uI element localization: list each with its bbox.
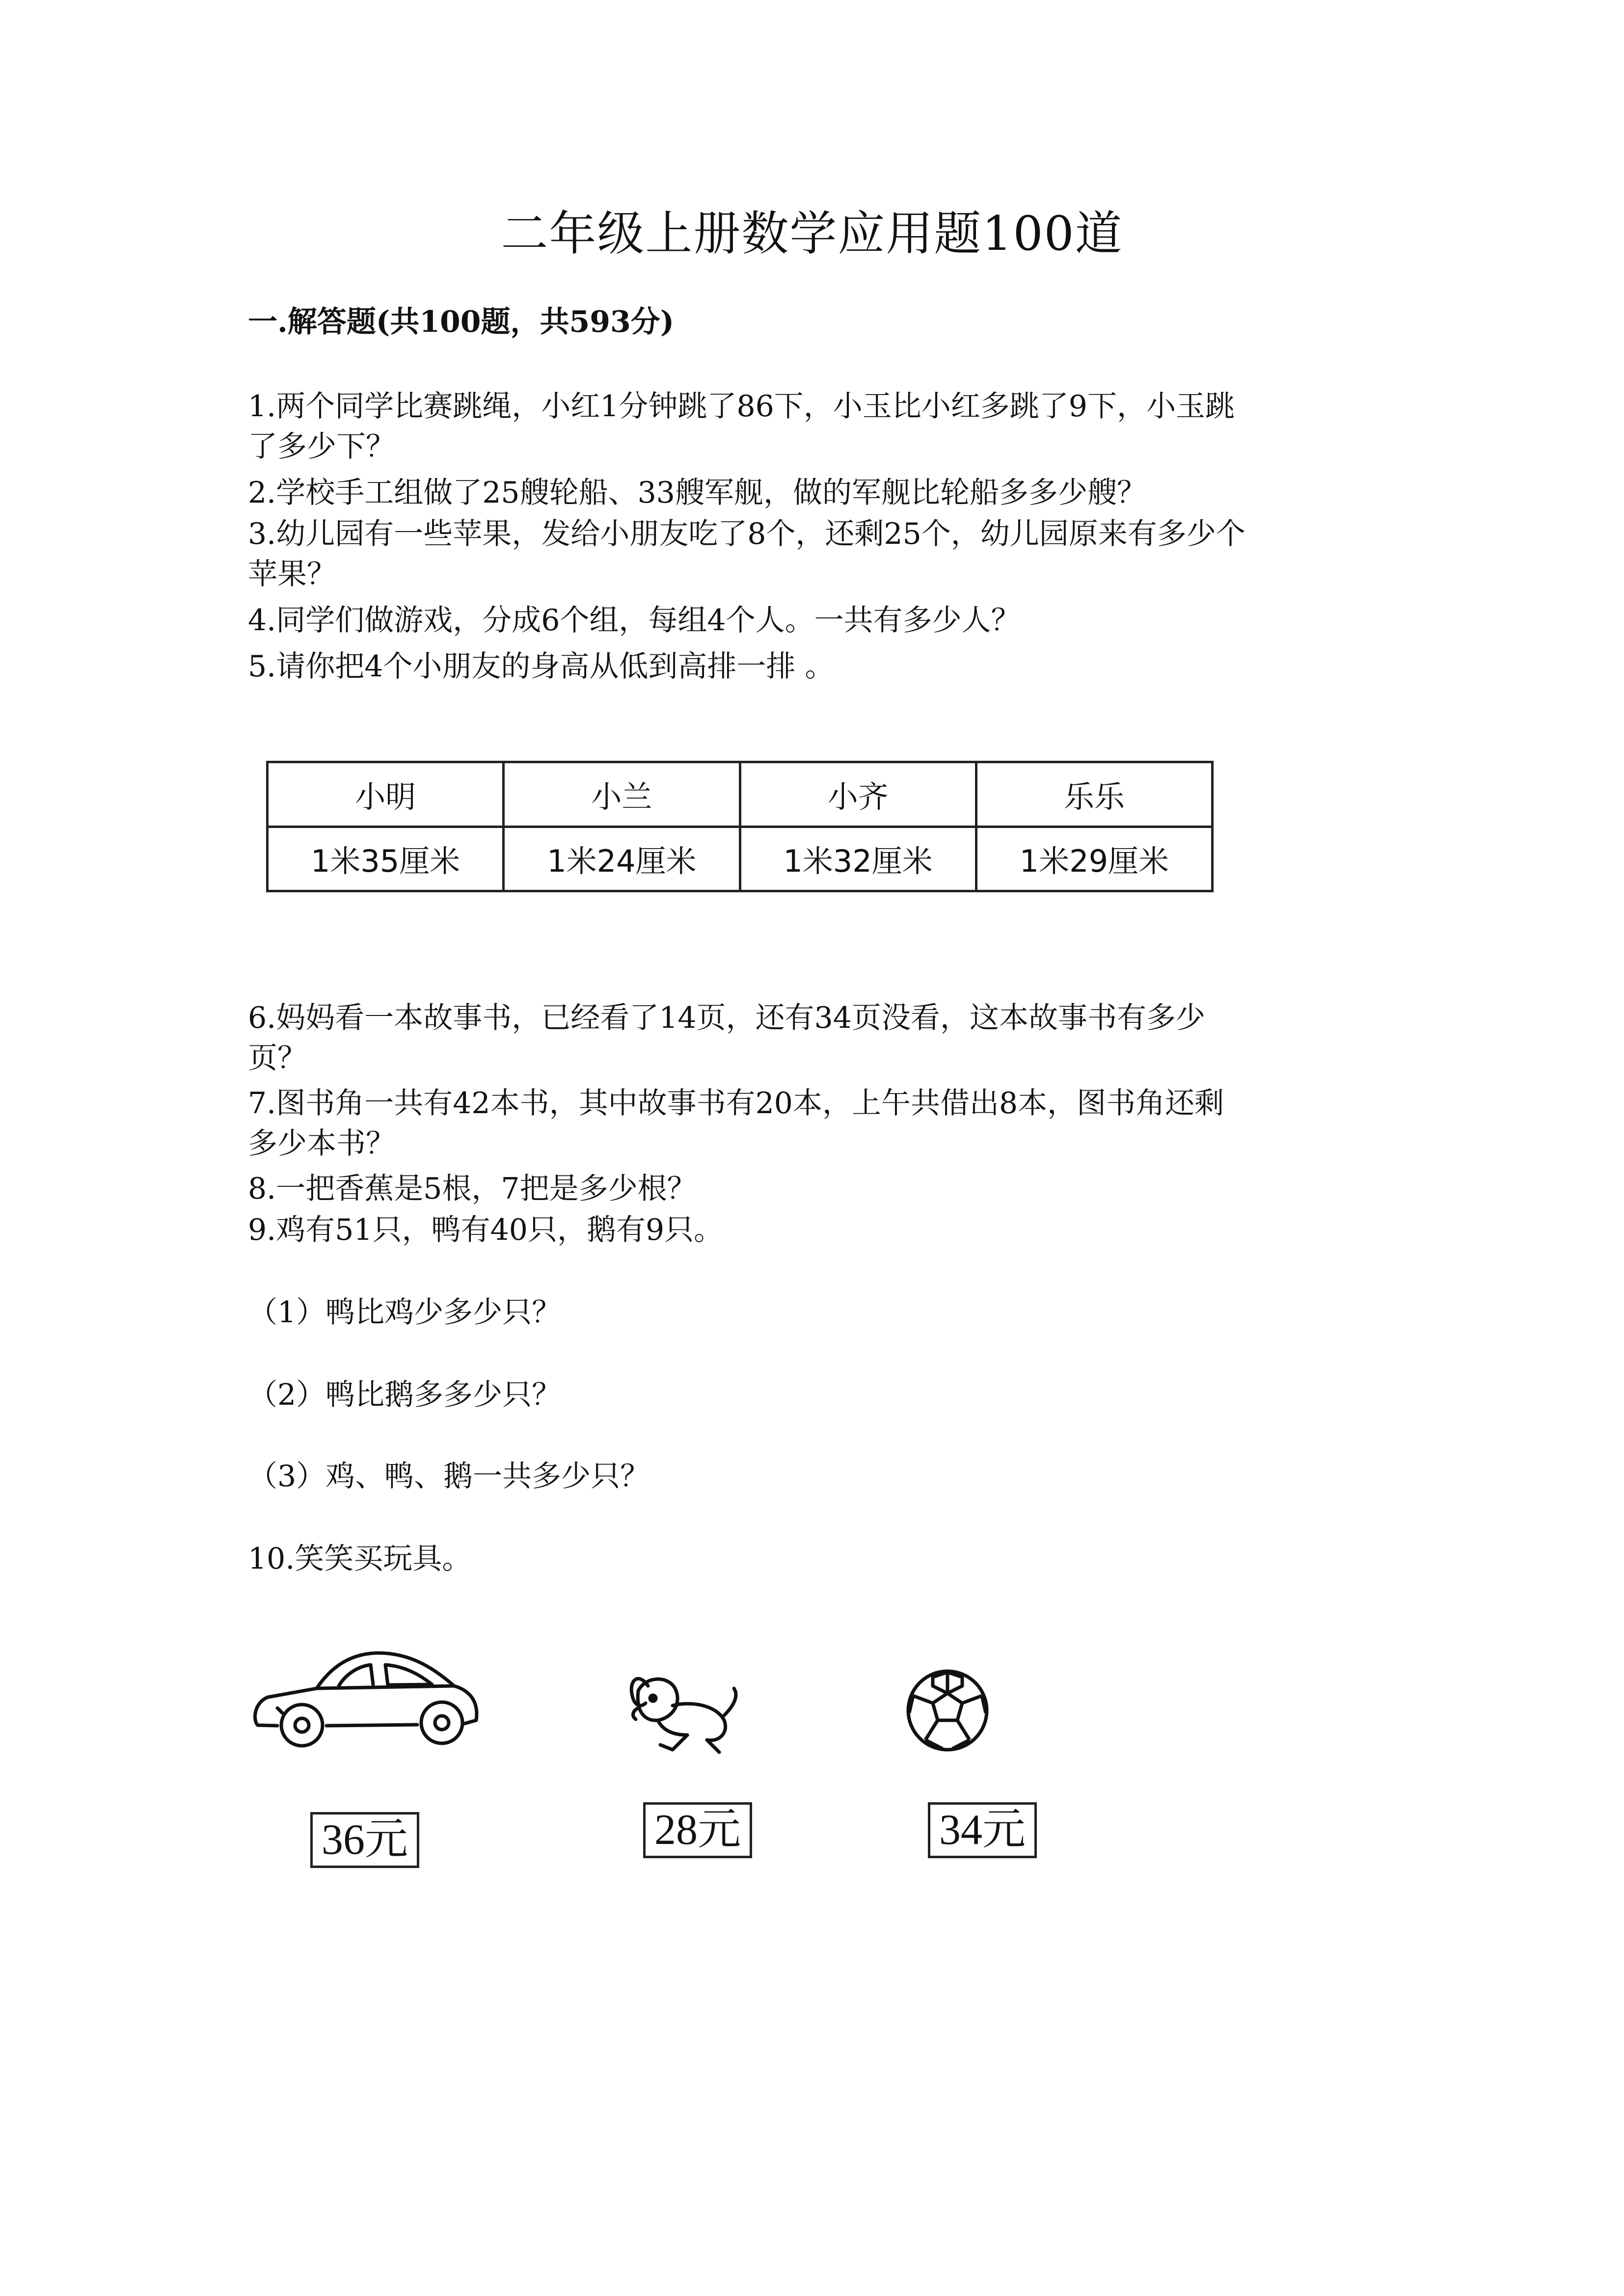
- height-table-header-row: [268, 762, 1213, 827]
- dog-price-label: 28元: [643, 1802, 752, 1858]
- table-cell-height: 1米24厘米: [504, 827, 740, 891]
- question-1-line-1: 1.两个同学比赛跳绳，小红1分钟跳了86下，小玉比小红多跳了9下，小玉跳: [248, 389, 1235, 424]
- table-cell-name: 乐乐: [976, 762, 1212, 827]
- height-table: [266, 761, 1214, 892]
- question-2: 2.学校手工组做了25艘轮船、33艘军舰，做的军舰比轮船多多少艘？: [248, 476, 1146, 510]
- height-table-value-row: [268, 827, 1213, 891]
- question-1-line-2: 了多少下？: [248, 429, 395, 464]
- table-cell-height: 1米35厘米: [268, 827, 504, 891]
- car-icon: [248, 1639, 484, 1757]
- ball-icon: [903, 1666, 992, 1755]
- question-5: 5.请你把4个小朋友的身高从低到高排一排 。: [248, 649, 835, 684]
- question-6-line-1: 6.妈妈看一本故事书，已经看了14页，还有34页没看，这本故事书有多少: [248, 1001, 1205, 1035]
- question-10: 10.笑笑买玩具。: [248, 1542, 472, 1576]
- question-9-part-3: （3）鸡、鸭、鹅一共多少只？: [248, 1459, 650, 1494]
- question-3-line-2: 苹果？: [248, 557, 336, 591]
- question-4: 4.同学们做游戏，分成6个组，每组4个人。一共有多少人？: [248, 603, 1021, 638]
- car-price-label: 36元: [310, 1812, 419, 1868]
- question-9-part-1: （1）鸭比鸡少多少只？: [248, 1295, 562, 1330]
- table-cell-height: 1米29厘米: [976, 827, 1212, 891]
- page-title: 二年级上册数学应用题100道: [501, 206, 1123, 261]
- question-7-line-2: 多少本书？: [248, 1126, 395, 1161]
- table-cell-name: 小齐: [740, 762, 976, 827]
- section-heading: 一.解答题(共100题，共593分): [248, 305, 675, 339]
- ball-price-label: 34元: [928, 1802, 1037, 1858]
- question-7-line-1: 7.图书角一共有42本书，其中故事书有20本，上午共借出8本，图书角还剩: [248, 1086, 1224, 1121]
- table-cell-name: 小兰: [504, 762, 740, 827]
- question-6-line-2: 页？: [248, 1041, 307, 1075]
- dog-icon: [619, 1666, 746, 1760]
- question-9-part-2: （2）鸭比鹅多多少只？: [248, 1378, 562, 1412]
- question-9: 9.鸡有51只，鸭有40只，鹅有9只。: [248, 1213, 724, 1247]
- question-3-line-1: 3.幼儿园有一些苹果，发给小朋友吃了8个，还剩25个，幼儿园原来有多少个: [248, 517, 1245, 551]
- question-8: 8.一把香蕉是5根，7把是多少根？: [248, 1172, 697, 1206]
- table-cell-height: 1米32厘米: [740, 827, 976, 891]
- table-cell-name: 小明: [268, 762, 504, 827]
